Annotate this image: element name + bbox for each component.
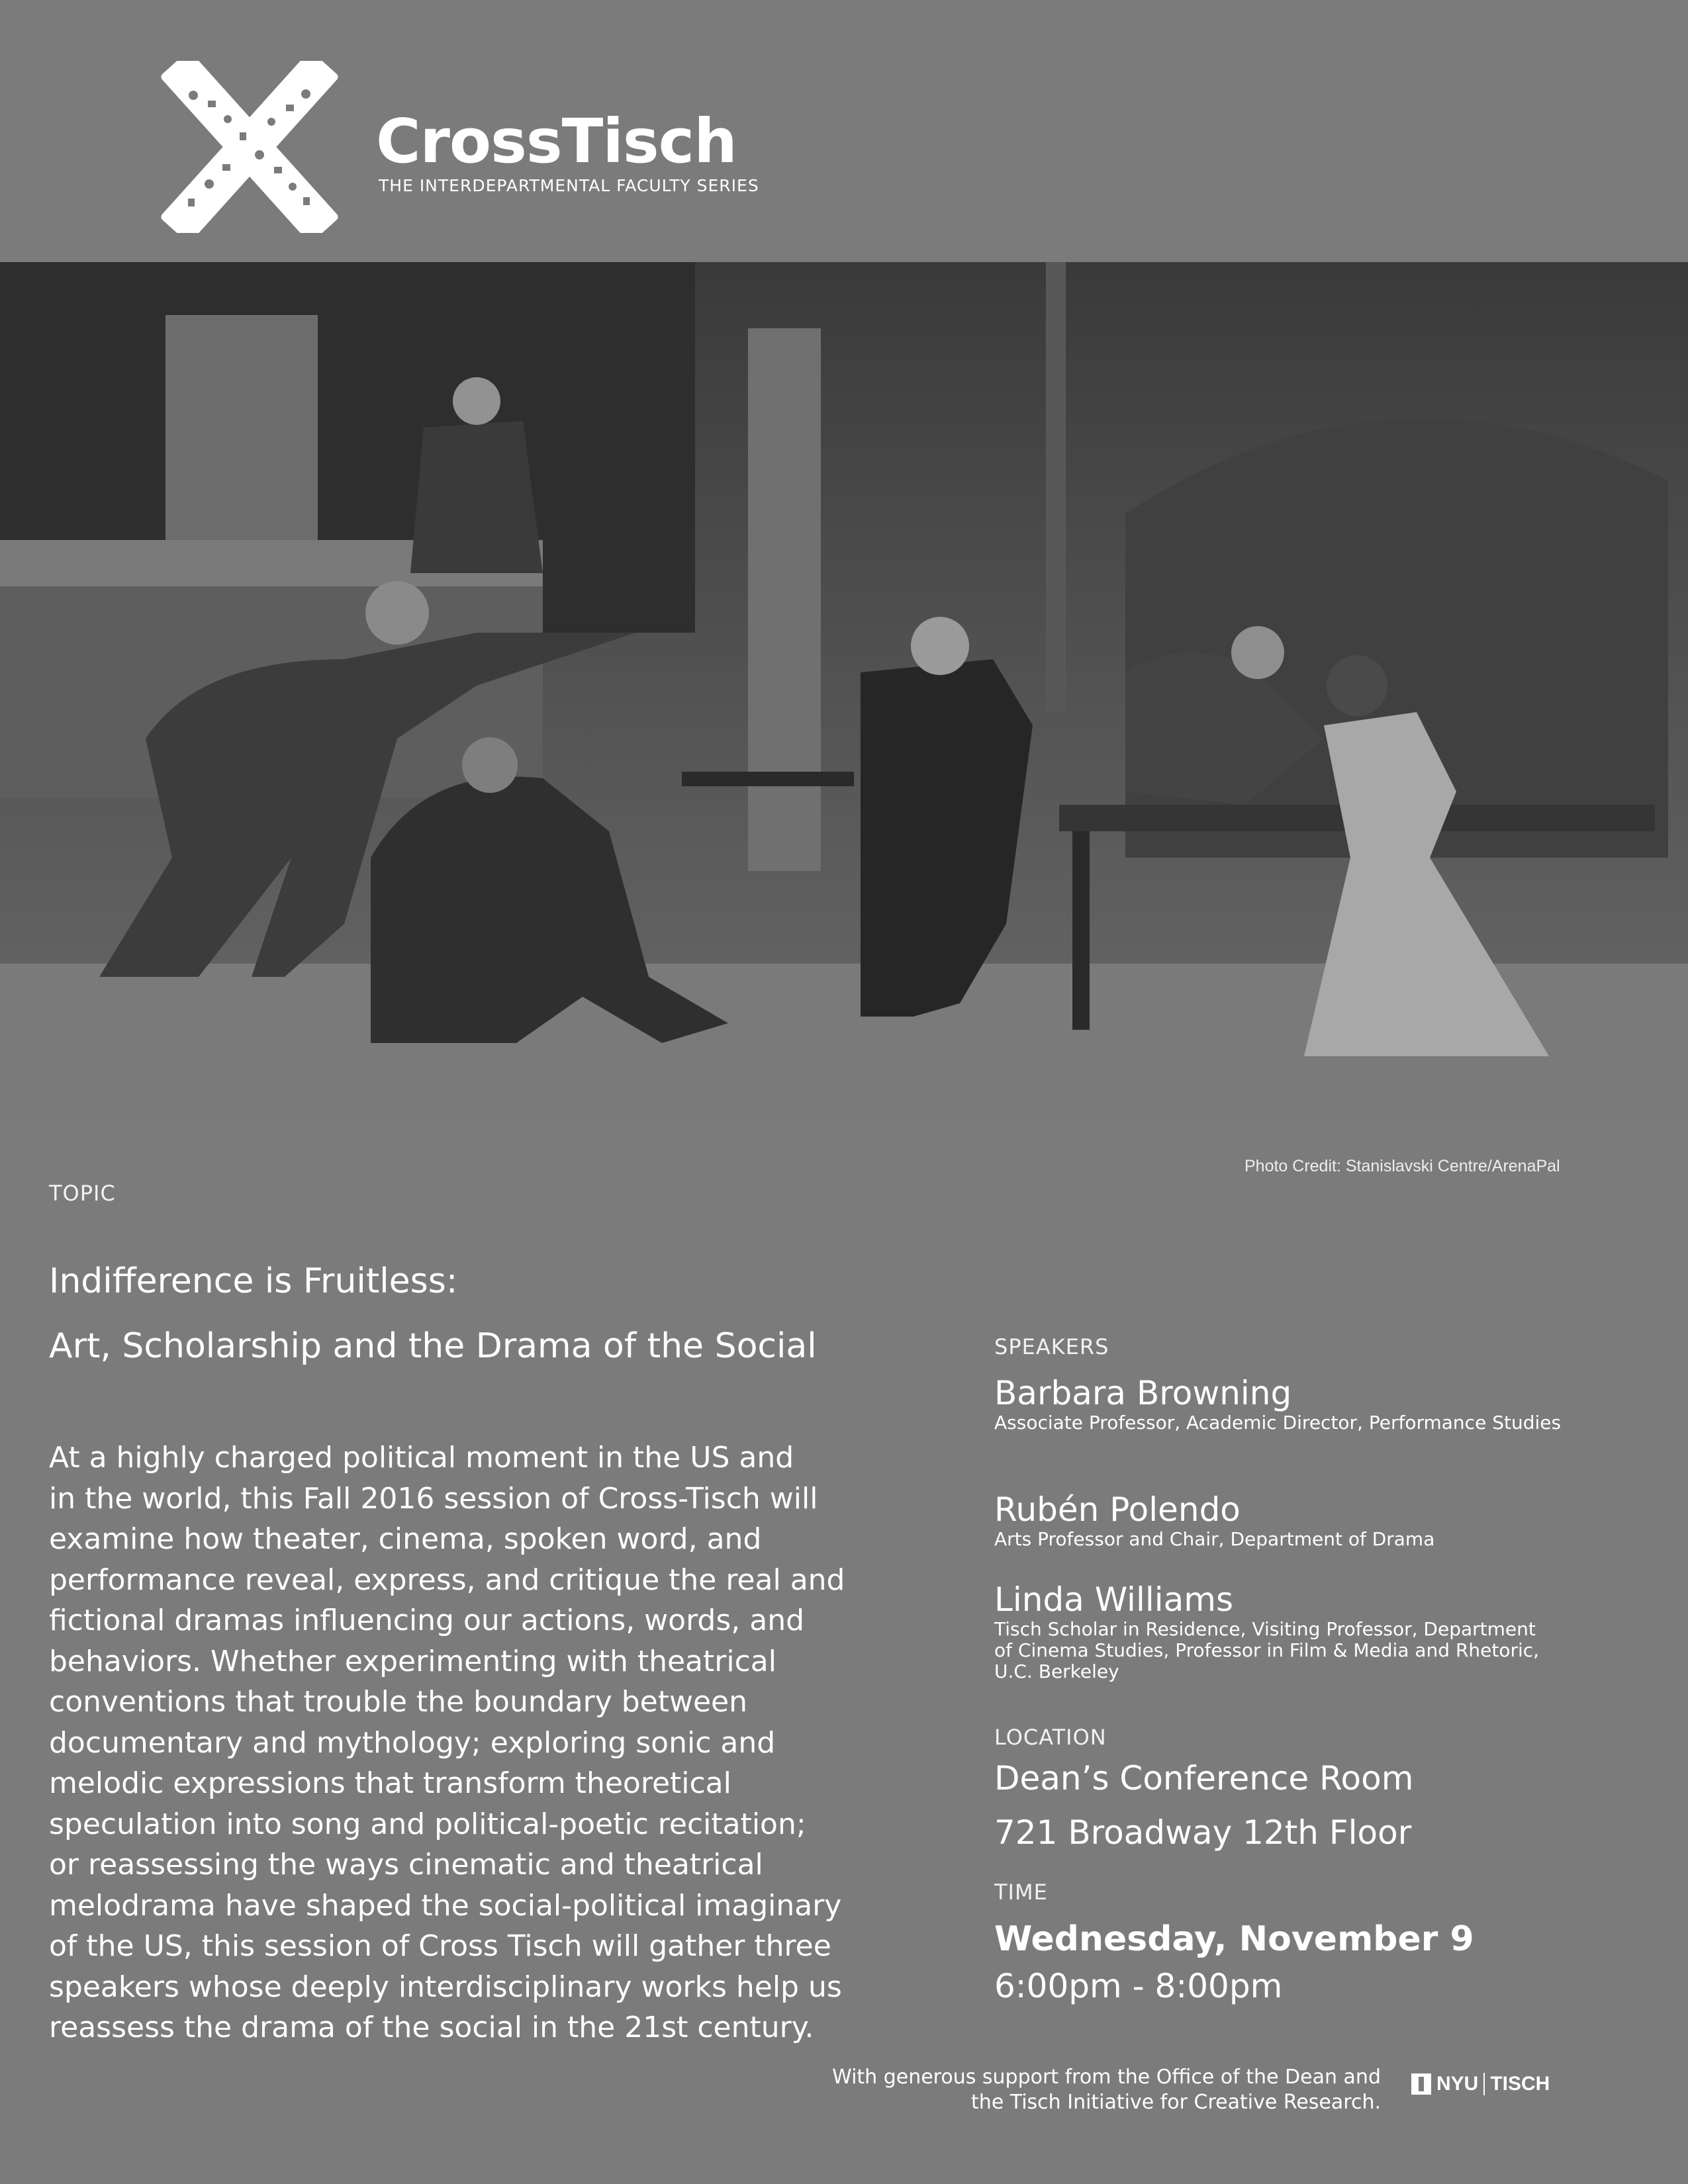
description-line: At a highly charged political moment in the US and bbox=[49, 1441, 794, 1475]
topic-description bbox=[49, 1437, 929, 2048]
brand-name: CrossTisch bbox=[376, 106, 737, 177]
location-room: Dean’s Conference Room bbox=[994, 1759, 1414, 1797]
speaker-role: Arts Professor and Chair, Department of Drama bbox=[994, 1528, 1435, 1550]
speaker-role: Associate Professor, Academic Director, Performance Studies bbox=[994, 1412, 1562, 1433]
speakers-label: SPEAKERS bbox=[994, 1334, 1109, 1359]
description-line: conventions that trouble the boundary between bbox=[49, 1685, 748, 1719]
speaker-name: Rubén Polendo bbox=[994, 1490, 1241, 1529]
description-line: reassess the drama of the social in the 21st century. bbox=[49, 2011, 814, 2044]
brand-tagline: THE INTERDEPARTMENTAL FACULTY SERIES bbox=[379, 176, 759, 195]
description-line: speakers whose deeply interdisciplinary works help us bbox=[49, 1970, 842, 2004]
description-line: behaviors. Whether experimenting with theatrical bbox=[49, 1644, 776, 1678]
photo-credit: Photo Credit: Stanislavski Centre/ArenaPal bbox=[1244, 1157, 1560, 1175]
speaker-entry bbox=[994, 1490, 1435, 1550]
logo-tisch-text: TISCH bbox=[1490, 2073, 1550, 2095]
description-line: in the world, this Fall 2016 session of Cross-Tisch will bbox=[49, 1481, 818, 1516]
topic-title-line-2: Art, Scholarship and the Drama of the Social bbox=[49, 1326, 817, 1366]
speaker-entry bbox=[994, 1580, 1540, 1682]
time-day: Wednesday, November 9 bbox=[994, 1919, 1474, 1959]
description-line: of the US, this session of Cross Tisch will gather three bbox=[49, 1929, 831, 1963]
nyu-tisch-logo bbox=[1411, 2071, 1550, 2097]
speaker-name: Linda Williams bbox=[994, 1580, 1234, 1619]
support-text bbox=[719, 2065, 1381, 2115]
description-line: or reassessing the ways cinematic and theatrical bbox=[49, 1848, 763, 1882]
logo-nyu-text: NYU bbox=[1436, 2073, 1479, 2095]
location-address: 721 Broadway 12th Floor bbox=[994, 1813, 1412, 1852]
speaker-role: of Cinema Studies, Professor in Film & Media and Rhetoric, bbox=[994, 1639, 1540, 1661]
topic-label: TOPIC bbox=[49, 1181, 116, 1206]
location-label: LOCATION bbox=[994, 1725, 1107, 1750]
description-line: fictional dramas influencing our actions, words, and bbox=[49, 1604, 805, 1637]
logo-divider bbox=[1483, 2073, 1485, 2095]
description-line: documentary and mythology; exploring sonic and bbox=[49, 1725, 776, 1760]
description-line: melodrama have shaped the social-political imaginary bbox=[49, 1888, 842, 1923]
support-line: With generous support from the Office of the Dean and bbox=[832, 2066, 1381, 2089]
crosstisch-x-logo-icon bbox=[154, 61, 346, 233]
support-line: the Tisch Initiative for Creative Research. bbox=[971, 2091, 1381, 2114]
stage-photo bbox=[0, 262, 1688, 1118]
description-line: melodic expressions that transform theoretical bbox=[49, 1766, 731, 1800]
description-line: performance reveal, express, and critique the real and bbox=[49, 1563, 845, 1597]
speaker-role: U.C. Berkeley bbox=[994, 1661, 1119, 1682]
description-line: speculation into song and political-poetic recitation; bbox=[49, 1807, 806, 1841]
time-label: TIME bbox=[994, 1880, 1048, 1905]
speaker-role: Tisch Scholar in Residence, Visiting Professor, Department bbox=[994, 1618, 1536, 1640]
speaker-entry bbox=[994, 1374, 1562, 1433]
speaker-name: Barbara Browning bbox=[994, 1374, 1292, 1412]
topic-title-line-1: Indifference is Fruitless: bbox=[49, 1261, 458, 1301]
torch-icon bbox=[1411, 2073, 1431, 2095]
time-hours: 6:00pm - 8:00pm bbox=[994, 1967, 1283, 2005]
description-line: examine how theater, cinema, spoken word, and bbox=[49, 1522, 762, 1556]
